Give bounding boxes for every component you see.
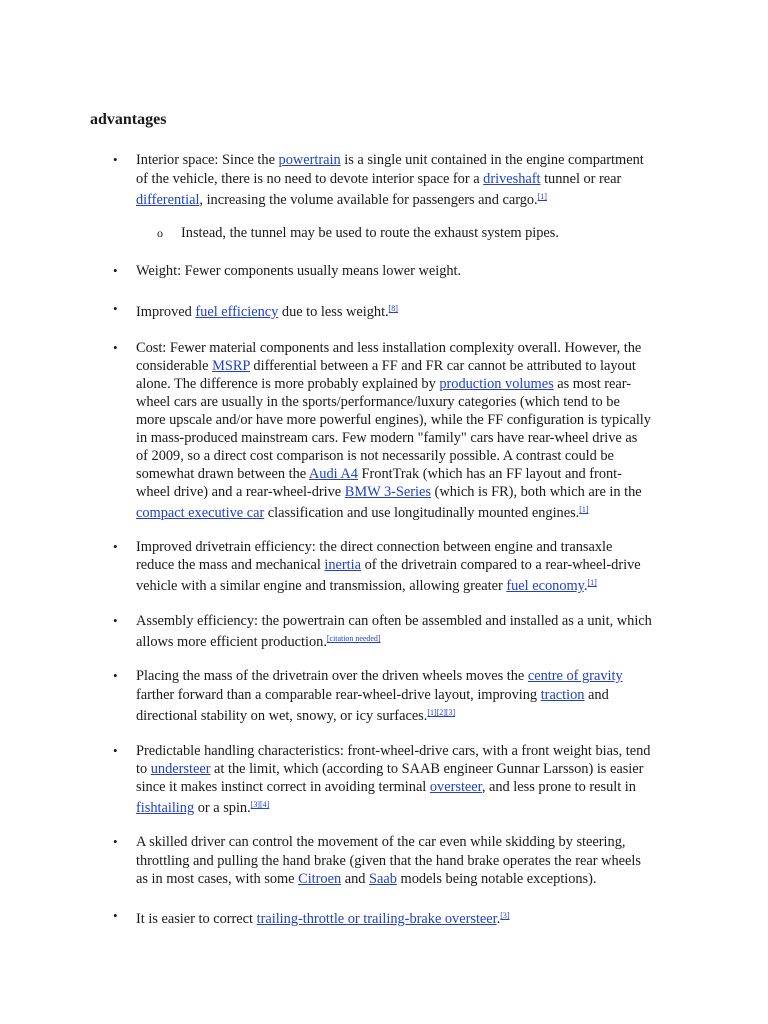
body-text: allows more efficient production. [136,634,327,650]
body-text: reduce the mass and mechanical [136,557,325,573]
list-item-line [136,852,641,870]
body-text: alone. The difference is more probably explained by [136,376,440,392]
list-item-line [136,151,644,169]
body-text: due to less weight. [278,304,389,320]
list-item-line [136,907,510,925]
list-item-line [136,393,620,411]
bullet-marker: • [113,834,118,849]
list-item-line [136,612,652,630]
sub-bullet-marker: o [157,226,163,240]
bullet-marker: • [113,340,118,355]
body-text: vehicle with a similar engine and transmission, allowing greater [136,578,507,594]
article-link[interactable]: Saab [369,871,397,887]
list-item-line [136,760,643,778]
article-link[interactable]: trailing-throttle or trailing-brake oversteer [256,911,497,927]
body-text: somewhat drawn between the [136,466,309,482]
bullet-marker: • [113,743,118,758]
article-link[interactable]: powertrain [278,152,341,168]
body-text: Assembly efficiency: the powertrain can often be assembled and installed as a unit, which [136,613,652,629]
article-link[interactable]: fuel efficiency [195,304,279,320]
sub-list-item-line [181,224,559,242]
body-text: classification and use longitudinally mounted engines. [264,505,580,521]
body-text: Instead, the tunnel may be used to route the exhaust system pipes. [181,225,559,241]
body-text: models being notable exceptions). [396,871,597,887]
bullet-marker: • [113,613,118,628]
body-text: directional stability on wet, snowy, or icy surfaces. [136,708,428,724]
body-text: considerable [136,358,213,374]
body-text: tunnel or rear [540,171,622,187]
article-link[interactable]: compact executive car [136,505,265,521]
article-link[interactable]: fuel economy [506,578,584,594]
list-item-line [136,870,596,888]
list-item-line [136,447,614,465]
list-item-line [136,796,269,814]
body-text: more upscale and/or have more powerful engines), while the FF configuration is typically [136,412,651,428]
list-item-line [136,742,650,760]
list-item-line [136,375,631,393]
body-text: , increasing the volume available for passengers and cargo. [199,192,538,208]
list-item-line [136,357,636,375]
citation-ref[interactable]: [citation needed] [326,634,381,643]
body-text: farther forward than a comparable rear-wheel-drive layout, improving [136,687,541,703]
section-heading: advantages [90,111,167,128]
list-item-line [136,170,621,188]
list-item-line [136,465,622,483]
body-text: of the vehicle, there is no need to devote interior space for a [136,171,484,187]
list-item-line [136,300,398,318]
bullet-marker: • [113,152,118,167]
body-text: A skilled driver can control the movement of the car even while skidding by steering, [136,834,626,850]
list-item-line [136,411,651,429]
body-text: Improved drivetrain efficiency: the direct connection between engine and transaxle [136,539,613,555]
article-link[interactable]: differential [136,192,200,208]
body-text: (which is FR), both which are in the [430,484,642,500]
article-link[interactable]: inertia [324,557,361,573]
list-item-line [136,538,612,556]
citation-ref[interactable]: [3] [500,911,510,920]
list-item-line [136,833,625,851]
bullet-marker: • [113,908,118,923]
citation-ref[interactable]: [1] [579,505,589,514]
body-text: differential between a FF and FR car cannot be attributed to layout [249,358,636,374]
article-link[interactable]: Citroen [298,871,342,887]
body-text: FrontTrak (which has an FF layout and front- [357,466,622,482]
body-text: Placing the mass of the drivetrain over the driven wheels moves the [136,668,528,684]
article-link[interactable]: Audi A4 [308,466,358,482]
body-text: is a single unit contained in the engine compartment [340,152,644,168]
body-text: Improved [136,304,196,320]
bullet-marker: • [113,668,118,683]
body-text: wheel cars are usually in the sports/performance/luxury categories (which tend to be [136,394,620,410]
list-item-line [136,630,381,648]
list-item-line [136,483,642,501]
citation-ref[interactable]: [8] [388,304,398,313]
body-text: , and less prone to result in [481,779,636,795]
list-item-line [136,262,461,280]
body-text: and [341,871,370,887]
body-text: and [584,687,609,703]
bullet-marker: • [113,263,118,278]
citation-ref[interactable]: [1][2][3] [427,708,456,717]
body-text: Predictable handling characteristics: front-wheel-drive cars, with a front weight bias, tend [136,743,651,759]
article-link[interactable]: oversteer [429,779,482,795]
body-text: . [583,578,588,594]
body-text: in mass-produced mainstream cars. Few modern "family" cars have rear-wheel drive as [136,430,638,446]
article-link[interactable]: production volumes [439,376,554,392]
body-text: Cost: Fewer material components and less installation complexity overall. However, the [136,340,642,356]
body-text: Interior space: Since the [136,152,279,168]
body-text: of 2009, so a direct cost comparison is not necessarily possible. A contrast could be [136,448,614,464]
article-link[interactable]: centre of gravity [527,668,623,684]
list-item-line [136,686,609,704]
body-text: as in most cases, with some [136,871,299,887]
article-link[interactable]: MSRP [212,358,250,374]
list-item-line [136,556,641,574]
list-item-line [136,188,547,206]
body-text: It is easier to correct [136,911,257,927]
article-link[interactable]: fishtailing [136,800,195,816]
list-item-line [136,574,597,592]
body-text: throttling and pulling the hand brake (given that the hand brake operates the rear wheels [136,853,641,869]
article-link[interactable]: driveshaft [483,171,541,187]
body-text: at the limit, which (according to SAAB engineer Gunnar Larsson) is easier [210,761,644,777]
body-text: Weight: Fewer components usually means lower weight. [136,263,462,279]
citation-ref[interactable]: [1] [537,192,547,201]
list-item-line [136,667,623,685]
article-link[interactable]: BMW 3-Series [344,484,431,500]
citation-ref[interactable]: [3][4] [250,800,270,809]
list-item-line [136,704,455,722]
body-text: . [496,911,501,927]
body-text: as most rear- [553,376,632,392]
bullet-marker: • [113,539,118,554]
list-item-line [136,339,641,357]
body-text: or a spin. [194,800,251,816]
article-link[interactable]: traction [540,687,585,703]
bullet-marker: • [113,301,118,316]
list-item-line [136,429,637,447]
list-item-line [136,501,589,519]
body-text: wheel drive) and a rear-wheel-drive [136,484,345,500]
article-link[interactable]: understeer [150,761,211,777]
body-text: to [136,761,151,777]
body-text: of the drivetrain compared to a rear-wheel-drive [361,557,641,573]
citation-ref[interactable]: [1] [587,578,597,587]
list-item-line [136,778,636,796]
body-text: since it makes instinct correct in avoiding terminal [136,779,430,795]
